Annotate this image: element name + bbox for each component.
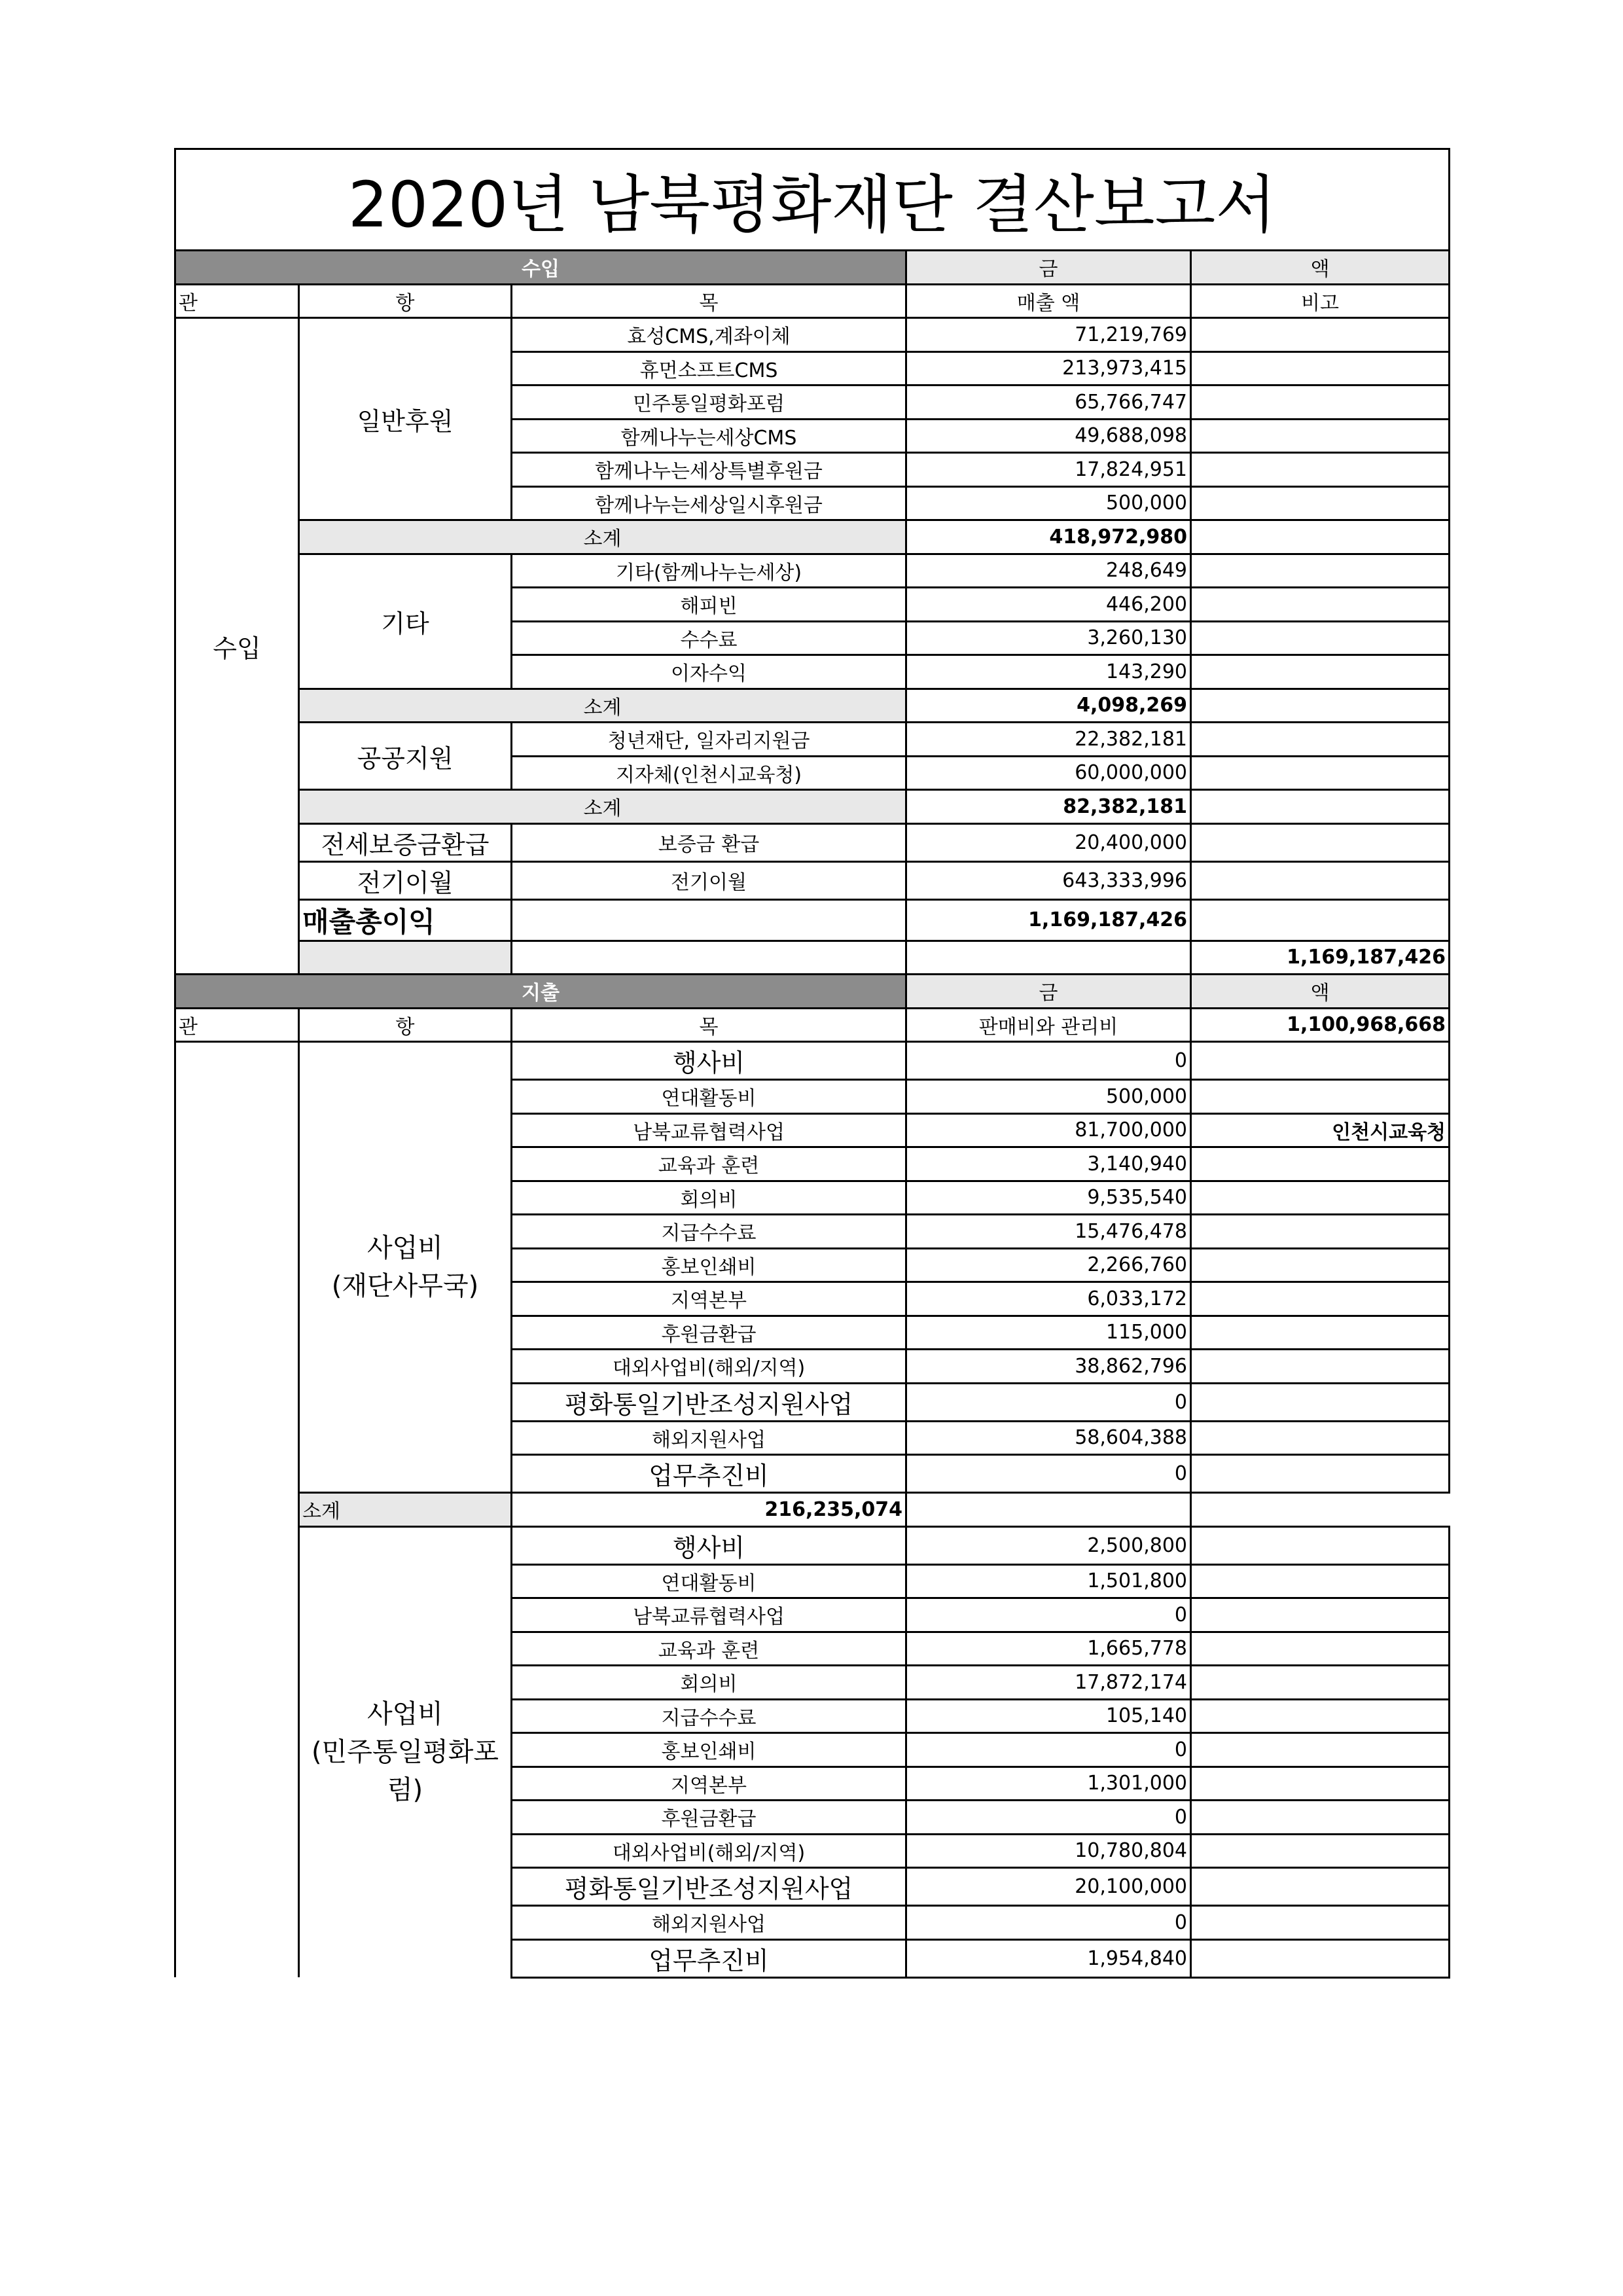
- note-cell: [1191, 1080, 1450, 1114]
- amount-cell: 500,000: [906, 1080, 1191, 1114]
- amount-cell: 115,000: [906, 1316, 1191, 1350]
- report-title: 2020년 남북평화재단 결산보고서: [175, 149, 1450, 251]
- amount-cell: 71,219,769: [906, 318, 1191, 352]
- amount-cell: 65,766,747: [906, 386, 1191, 420]
- amount-cell: 81,700,000: [906, 1113, 1191, 1147]
- note-cell: [1191, 1666, 1450, 1700]
- mok-cell: 회의비: [512, 1666, 906, 1700]
- header-note: 비고: [1191, 284, 1450, 318]
- hang-group-name: 공공지원: [299, 723, 512, 790]
- note-cell: [1191, 655, 1450, 689]
- header-note: 1,100,968,668: [1191, 1008, 1450, 1042]
- table-row: [175, 1526, 1450, 1564]
- note-cell: [1191, 351, 1450, 386]
- subtotal-row: [175, 790, 1450, 824]
- mok-cell: 행사비: [512, 1042, 906, 1080]
- amount-cell: 0: [906, 1383, 1191, 1421]
- total-row: [175, 899, 1450, 941]
- hang-cell: [299, 941, 512, 975]
- amount-cell: 6,033,172: [906, 1282, 1191, 1316]
- amount-cell: 0: [906, 1455, 1191, 1493]
- mok-cell: 해피빈: [512, 588, 906, 622]
- mok-cell: 교육과 훈련: [512, 1147, 906, 1181]
- amount-cell: 500,000: [906, 486, 1191, 520]
- table-row: [175, 723, 1450, 757]
- note-cell: [1191, 520, 1450, 554]
- note-cell: [1191, 453, 1450, 487]
- note-cell: [1191, 1215, 1450, 1249]
- amount-cell: 0: [906, 1598, 1191, 1632]
- mok-cell: 기타(함께나누는세상): [512, 554, 906, 588]
- group-name-line: (민주통일평화포: [311, 1737, 499, 1768]
- mok-cell: 함께나누는세상CMS: [512, 419, 906, 453]
- amount-cell: 49,688,098: [906, 419, 1191, 453]
- mok-cell: 업무추진비: [512, 1455, 906, 1493]
- mok-cell: 후원금환급: [512, 1316, 906, 1350]
- amount-cell: 446,200: [906, 588, 1191, 622]
- hang-cell: 전세보증금환급: [299, 823, 512, 861]
- amount-cell: 1,501,800: [906, 1564, 1191, 1598]
- amount-cell: 1,665,778: [906, 1632, 1191, 1666]
- amount-cell: 213,973,415: [906, 351, 1191, 386]
- total-note: 1,169,187,426: [1191, 941, 1450, 975]
- amount-cell: 248,649: [906, 554, 1191, 588]
- mok-cell: 업무추진비: [512, 1939, 906, 1977]
- mok-cell: 지역본부: [512, 1282, 906, 1316]
- note-cell: [1191, 554, 1450, 588]
- mok-cell: 해외지원사업: [512, 1421, 906, 1455]
- mok-cell: 민주통일평화포럼: [512, 386, 906, 420]
- mok-cell: 보증금 환급: [512, 823, 906, 861]
- subtotal-amount: 216,235,074: [512, 1493, 906, 1527]
- note-cell: [1191, 1632, 1450, 1666]
- mok-cell: [512, 941, 906, 975]
- note-cell: [1191, 1042, 1450, 1080]
- amount-cell: 0: [906, 1733, 1191, 1767]
- amount-cell: 20,400,000: [906, 823, 1191, 861]
- mok-cell: 효성CMS,계좌이체: [512, 318, 906, 352]
- note-cell: [1191, 1383, 1450, 1421]
- mok-cell: 지자체(인천시교육청): [512, 756, 906, 790]
- note-cell: [1191, 1282, 1450, 1316]
- settlement-report-table: [174, 148, 1450, 1979]
- group-name-line: (재단사무국): [331, 1271, 479, 1301]
- mok-cell: 평화통일기반조성지원사업: [512, 1383, 906, 1421]
- subtotal-amount: 4,098,269: [906, 689, 1191, 723]
- hang-group-name: 일반후원: [299, 318, 512, 520]
- table-row: [175, 861, 1450, 899]
- note-cell: [1191, 1526, 1450, 1564]
- amount-cell: 0: [906, 1042, 1191, 1080]
- note-cell: [1191, 1834, 1450, 1868]
- table-row: [175, 823, 1450, 861]
- subtotal-amount: 82,382,181: [906, 790, 1191, 824]
- amount-cell: 1,301,000: [906, 1767, 1191, 1801]
- table-row: [175, 554, 1450, 588]
- note-cell: [1191, 823, 1450, 861]
- group-name-line: 사업비: [367, 1233, 443, 1263]
- total-label: 매출총이익: [299, 899, 512, 941]
- amount-cell: 1,954,840: [906, 1939, 1191, 1977]
- mok-cell: 이자수익: [512, 655, 906, 689]
- amount-cell: 9,535,540: [906, 1181, 1191, 1215]
- mok-cell: 지역본부: [512, 1767, 906, 1801]
- note-cell: [1191, 318, 1450, 352]
- mok-cell: 홍보인쇄비: [512, 1248, 906, 1282]
- mok-cell: 대외사업비(해외/지역): [512, 1350, 906, 1384]
- note-cell: [1191, 1906, 1450, 1940]
- amount-cell: 10,780,804: [906, 1834, 1191, 1868]
- amount-cell: 3,140,940: [906, 1147, 1191, 1181]
- note-cell: [1191, 1598, 1450, 1632]
- note-cell: [1191, 899, 1450, 941]
- mok-cell: 후원금환급: [512, 1801, 906, 1835]
- mok-cell: 청년재단, 일자리지원금: [512, 723, 906, 757]
- note-cell: 인천시교육청: [1191, 1113, 1450, 1147]
- amount-cell: 0: [906, 1801, 1191, 1835]
- amount-cell: 58,604,388: [906, 1421, 1191, 1455]
- note-cell: [1191, 1801, 1450, 1835]
- mok-cell: 대외사업비(해외/지역): [512, 1834, 906, 1868]
- note-cell: [1191, 588, 1450, 622]
- note-cell: [1191, 1350, 1450, 1384]
- hang-group-name: [299, 1042, 512, 1493]
- note-cell: [1191, 1421, 1450, 1455]
- amount-cell: 0: [906, 1906, 1191, 1940]
- gwan-expense: [175, 1042, 299, 1978]
- table-row: [175, 318, 1450, 352]
- header-mok: 목: [512, 284, 906, 318]
- note-cell: [1191, 1939, 1450, 1977]
- subtotal-label: 소계: [299, 1493, 512, 1527]
- mok-cell: 교육과 훈련: [512, 1632, 906, 1666]
- amount-cell: 143,290: [906, 655, 1191, 689]
- note-cell: [1191, 1564, 1450, 1598]
- amount-cell: 643,333,996: [906, 861, 1191, 899]
- amount-cell: 22,382,181: [906, 723, 1191, 757]
- mok-cell: 수수료: [512, 621, 906, 655]
- note-cell: [1191, 1147, 1450, 1181]
- note-cell: [1191, 1699, 1450, 1733]
- subtotal-row: [175, 520, 1450, 554]
- hang-group-name: [299, 1526, 512, 1977]
- mok-cell: 지급수수료: [512, 1215, 906, 1249]
- note-cell: [1191, 723, 1450, 757]
- note-cell: [1191, 1316, 1450, 1350]
- note-cell: [1191, 861, 1450, 899]
- subtotal-label: 소계: [299, 790, 906, 824]
- amount-label-left: 금: [906, 975, 1191, 1009]
- total-amount: 1,169,187,426: [906, 899, 1191, 941]
- mok-cell: 함께나누는세상일시후원금: [512, 486, 906, 520]
- header-hang: 항: [299, 1008, 512, 1042]
- note-cell: [1191, 1733, 1450, 1767]
- hang-cell: 전기이월: [299, 861, 512, 899]
- amount-cell: 3,260,130: [906, 621, 1191, 655]
- mok-cell: 남북교류협력사업: [512, 1598, 906, 1632]
- amount-cell: 2,266,760: [906, 1248, 1191, 1282]
- note-cell: [1191, 1181, 1450, 1215]
- mok-cell: 해외지원사업: [512, 1906, 906, 1940]
- note-cell: [906, 1493, 1191, 1527]
- subtotal-row: [175, 1493, 1450, 1527]
- note-cell: [1191, 756, 1450, 790]
- mok-cell: 평화통일기반조성지원사업: [512, 1868, 906, 1906]
- amount-cell: 20,100,000: [906, 1868, 1191, 1906]
- group-name-line: 럼): [387, 1775, 423, 1806]
- header-mok: 목: [512, 1008, 906, 1042]
- subtotal-row: [175, 689, 1450, 723]
- group-name-line: 사업비: [367, 1699, 443, 1730]
- amount-label-right: 액: [1191, 975, 1450, 1009]
- mok-cell: 연대활동비: [512, 1080, 906, 1114]
- mok-cell: 휴먼소프트CMS: [512, 351, 906, 386]
- amount-cell: 15,476,478: [906, 1215, 1191, 1249]
- amount-cell: 38,862,796: [906, 1350, 1191, 1384]
- note-cell: [1191, 1455, 1450, 1493]
- note-cell: [1191, 1248, 1450, 1282]
- header-amount: 매출 액: [906, 284, 1191, 318]
- subtotal-amount: 418,972,980: [906, 520, 1191, 554]
- subtotal-label: 소계: [299, 689, 906, 723]
- note-cell: [1191, 1868, 1450, 1906]
- note-cell: [1191, 386, 1450, 420]
- amount-cell: 17,872,174: [906, 1666, 1191, 1700]
- table-row: [175, 1042, 1450, 1080]
- note-cell: [1191, 790, 1450, 824]
- note-cell: [1191, 419, 1450, 453]
- subtotal-label: 소계: [299, 520, 906, 554]
- mok-cell: 행사비: [512, 1526, 906, 1564]
- header-gwan: 관: [175, 1008, 299, 1042]
- note-cell: [1191, 689, 1450, 723]
- amount-cell: [906, 941, 1191, 975]
- mok-cell: [512, 899, 906, 941]
- expense-section-label: 지출: [175, 975, 906, 1009]
- amount-cell: 60,000,000: [906, 756, 1191, 790]
- amount-label-right: 액: [1191, 251, 1450, 285]
- note-cell: [1191, 621, 1450, 655]
- hang-group-name: 기타: [299, 554, 512, 689]
- header-amount: 판매비와 관리비: [906, 1008, 1191, 1042]
- header-gwan: 관: [175, 284, 299, 318]
- gwan-income: 수입: [175, 318, 299, 975]
- mok-cell: 지급수수료: [512, 1699, 906, 1733]
- mok-cell: 회의비: [512, 1181, 906, 1215]
- total-note-row: [175, 941, 1450, 975]
- mok-cell: 전기이월: [512, 861, 906, 899]
- mok-cell: 함께나누는세상특별후원금: [512, 453, 906, 487]
- note-cell: [1191, 1767, 1450, 1801]
- note-cell: [1191, 486, 1450, 520]
- mok-cell: 남북교류협력사업: [512, 1113, 906, 1147]
- income-section-label: 수입: [175, 251, 906, 285]
- amount-cell: 17,824,951: [906, 453, 1191, 487]
- amount-label-left: 금: [906, 251, 1191, 285]
- header-hang: 항: [299, 284, 512, 318]
- amount-cell: 105,140: [906, 1699, 1191, 1733]
- mok-cell: 홍보인쇄비: [512, 1733, 906, 1767]
- amount-cell: 2,500,800: [906, 1526, 1191, 1564]
- mok-cell: 연대활동비: [512, 1564, 906, 1598]
